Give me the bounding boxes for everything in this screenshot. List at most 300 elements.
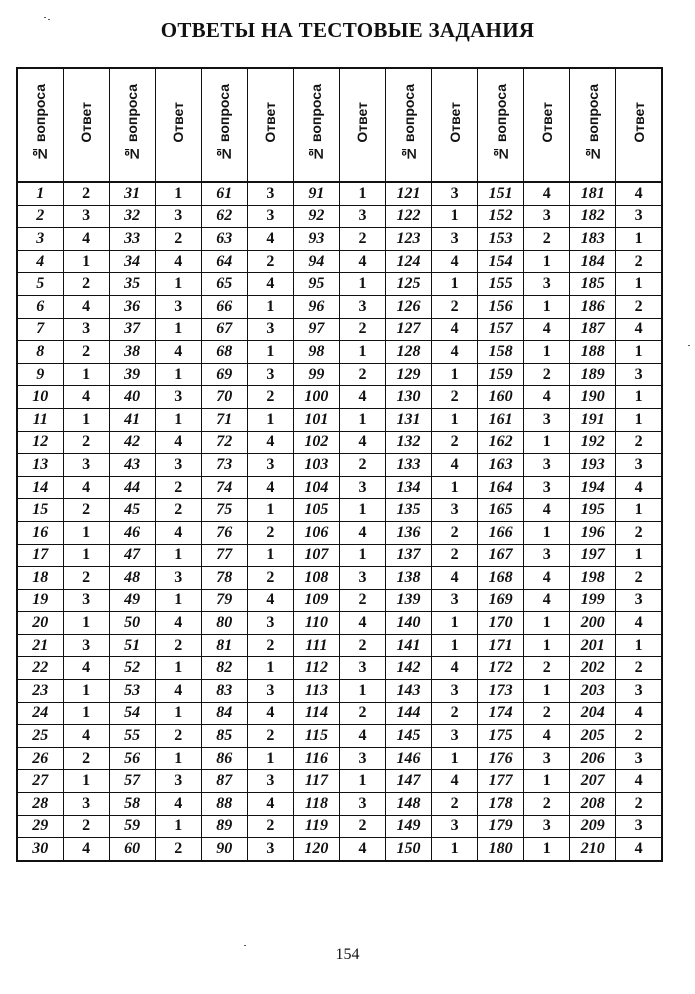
column-header-label: № вопроса: [400, 83, 417, 162]
question-number-cell: 87: [201, 770, 247, 793]
answer-cell: 4: [616, 318, 662, 341]
question-number-cell: 30: [17, 838, 63, 861]
answer-cell: 1: [524, 634, 570, 657]
question-number-cell: 164: [478, 476, 524, 499]
table-row: [17, 702, 662, 725]
question-number-cell: 55: [109, 725, 155, 748]
question-number-cell: 196: [570, 521, 616, 544]
column-header-answer: [339, 68, 385, 182]
question-number-cell: 22: [17, 657, 63, 680]
answer-cell: 2: [616, 431, 662, 454]
question-number-cell: 13: [17, 454, 63, 477]
column-header-label: № вопроса: [32, 83, 49, 162]
question-number-cell: 112: [293, 657, 339, 680]
question-number-cell: 204: [570, 702, 616, 725]
question-number-cell: 25: [17, 725, 63, 748]
question-number-cell: 60: [109, 838, 155, 861]
question-number-cell: 29: [17, 815, 63, 838]
column-header-label: Ответ: [354, 102, 371, 143]
question-number-cell: 207: [570, 770, 616, 793]
question-number-cell: 197: [570, 544, 616, 567]
answer-cell: 4: [63, 838, 109, 861]
question-number-cell: 142: [386, 657, 432, 680]
answer-cell: 1: [339, 680, 385, 703]
question-number-cell: 21: [17, 634, 63, 657]
answer-cell: 3: [247, 318, 293, 341]
answer-cell: 3: [432, 182, 478, 205]
answer-cell: 4: [155, 612, 201, 635]
answer-cell: 4: [339, 838, 385, 861]
answer-cell: 4: [63, 295, 109, 318]
answer-cell: 3: [616, 454, 662, 477]
question-number-cell: 81: [201, 634, 247, 657]
answer-cell: 1: [155, 273, 201, 296]
question-number-cell: 52: [109, 657, 155, 680]
answer-cell: 3: [155, 205, 201, 228]
answer-cell: 3: [247, 838, 293, 861]
question-number-cell: 193: [570, 454, 616, 477]
answer-cell: 4: [247, 431, 293, 454]
table-row: [17, 476, 662, 499]
table-row: [17, 793, 662, 816]
question-number-cell: 45: [109, 499, 155, 522]
answer-cell: 3: [432, 589, 478, 612]
question-number-cell: 102: [293, 431, 339, 454]
table-row: [17, 680, 662, 703]
answer-cell: 4: [339, 386, 385, 409]
question-number-cell: 64: [201, 250, 247, 273]
question-number-cell: 108: [293, 567, 339, 590]
question-number-cell: 117: [293, 770, 339, 793]
question-number-cell: 141: [386, 634, 432, 657]
question-number-cell: 183: [570, 228, 616, 251]
answer-cell: 1: [247, 544, 293, 567]
answer-cell: 1: [616, 634, 662, 657]
answer-cell: 3: [524, 408, 570, 431]
question-number-cell: 78: [201, 567, 247, 590]
question-number-cell: 178: [478, 793, 524, 816]
answer-cell: 4: [339, 612, 385, 635]
answer-cell: 2: [432, 793, 478, 816]
question-number-cell: 144: [386, 702, 432, 725]
answer-cell: 4: [524, 318, 570, 341]
question-number-cell: 168: [478, 567, 524, 590]
answer-cell: 1: [524, 838, 570, 861]
answer-cell: 3: [155, 454, 201, 477]
answer-cell: 3: [63, 205, 109, 228]
answer-cell: 3: [524, 454, 570, 477]
answer-cell: 3: [616, 747, 662, 770]
answer-cell: 4: [339, 250, 385, 273]
question-number-cell: 133: [386, 454, 432, 477]
answer-cell: 3: [616, 205, 662, 228]
table-row: [17, 431, 662, 454]
answer-cell: 2: [432, 431, 478, 454]
answer-cell: 2: [339, 815, 385, 838]
answer-cell: 1: [155, 815, 201, 838]
answer-cell: 3: [524, 476, 570, 499]
answer-cell: 1: [247, 657, 293, 680]
answer-cell: 2: [63, 499, 109, 522]
question-number-cell: 38: [109, 341, 155, 364]
question-number-cell: 17: [17, 544, 63, 567]
question-number-cell: 177: [478, 770, 524, 793]
answer-cell: 1: [432, 408, 478, 431]
table-row: [17, 182, 662, 205]
answer-cell: 4: [616, 476, 662, 499]
answer-cell: 1: [63, 612, 109, 635]
question-number-cell: 184: [570, 250, 616, 273]
table-row: [17, 567, 662, 590]
question-number-cell: 4: [17, 250, 63, 273]
answer-cell: 2: [63, 341, 109, 364]
answer-cell: 1: [339, 341, 385, 364]
question-number-cell: 138: [386, 567, 432, 590]
question-number-cell: 147: [386, 770, 432, 793]
answer-cell: 2: [63, 567, 109, 590]
answer-cell: 4: [63, 476, 109, 499]
answer-cell: 2: [432, 702, 478, 725]
question-number-cell: 23: [17, 680, 63, 703]
answer-cell: 1: [155, 747, 201, 770]
question-number-cell: 53: [109, 680, 155, 703]
question-number-cell: 139: [386, 589, 432, 612]
question-number-cell: 173: [478, 680, 524, 703]
question-number-cell: 158: [478, 341, 524, 364]
question-number-cell: 152: [478, 205, 524, 228]
question-number-cell: 92: [293, 205, 339, 228]
answer-cell: 2: [524, 702, 570, 725]
answer-cell: 4: [432, 318, 478, 341]
answer-cell: 3: [339, 747, 385, 770]
answer-cell: 4: [432, 454, 478, 477]
header-row: [17, 68, 662, 182]
answer-cell: 1: [63, 702, 109, 725]
column-header-answer: [63, 68, 109, 182]
answer-cell: 3: [155, 386, 201, 409]
question-number-cell: 166: [478, 521, 524, 544]
question-number-cell: 203: [570, 680, 616, 703]
question-number-cell: 176: [478, 747, 524, 770]
answer-cell: 2: [155, 634, 201, 657]
answer-cell: 4: [524, 725, 570, 748]
question-number-cell: 106: [293, 521, 339, 544]
answer-cell: 1: [63, 250, 109, 273]
question-number-cell: 155: [478, 273, 524, 296]
question-number-cell: 190: [570, 386, 616, 409]
answer-cell: 1: [616, 408, 662, 431]
question-number-cell: 71: [201, 408, 247, 431]
table-row: [17, 205, 662, 228]
answer-cell: 1: [339, 273, 385, 296]
answer-cell: 3: [616, 680, 662, 703]
question-number-cell: 44: [109, 476, 155, 499]
column-header-label: Ответ: [630, 102, 647, 143]
answer-cell: 1: [339, 544, 385, 567]
table-row: [17, 295, 662, 318]
answer-cell: 2: [432, 544, 478, 567]
answer-cell: 2: [524, 793, 570, 816]
question-number-cell: 97: [293, 318, 339, 341]
column-header-question-number: [570, 68, 616, 182]
answer-cell: 4: [432, 250, 478, 273]
answers-table-header: [17, 68, 662, 182]
question-number-cell: 201: [570, 634, 616, 657]
question-number-cell: 58: [109, 793, 155, 816]
answer-cell: 2: [155, 725, 201, 748]
question-number-cell: 77: [201, 544, 247, 567]
table-row: [17, 363, 662, 386]
answer-cell: 1: [63, 770, 109, 793]
question-number-cell: 107: [293, 544, 339, 567]
answer-cell: 2: [63, 747, 109, 770]
answer-cell: 3: [524, 273, 570, 296]
question-number-cell: 169: [478, 589, 524, 612]
table-row: [17, 770, 662, 793]
answer-cell: 1: [432, 612, 478, 635]
answer-cell: 2: [247, 725, 293, 748]
question-number-cell: 40: [109, 386, 155, 409]
question-number-cell: 202: [570, 657, 616, 680]
question-number-cell: 111: [293, 634, 339, 657]
answer-cell: 2: [155, 476, 201, 499]
question-number-cell: 84: [201, 702, 247, 725]
table-row: [17, 815, 662, 838]
answer-cell: 1: [247, 341, 293, 364]
answer-cell: 4: [524, 567, 570, 590]
answer-cell: 1: [63, 363, 109, 386]
table-row: [17, 521, 662, 544]
answer-cell: 4: [432, 770, 478, 793]
question-number-cell: 20: [17, 612, 63, 635]
answer-cell: 2: [616, 725, 662, 748]
table-row: [17, 725, 662, 748]
question-number-cell: 153: [478, 228, 524, 251]
question-number-cell: 43: [109, 454, 155, 477]
question-number-cell: 51: [109, 634, 155, 657]
answer-cell: 1: [155, 544, 201, 567]
question-number-cell: 195: [570, 499, 616, 522]
answer-cell: 3: [339, 657, 385, 680]
answer-cell: 1: [339, 770, 385, 793]
question-number-cell: 14: [17, 476, 63, 499]
answer-cell: 1: [155, 318, 201, 341]
question-number-cell: 57: [109, 770, 155, 793]
answer-cell: 2: [432, 295, 478, 318]
question-number-cell: 206: [570, 747, 616, 770]
question-number-cell: 10: [17, 386, 63, 409]
answers-table: [16, 67, 663, 862]
question-number-cell: 103: [293, 454, 339, 477]
answer-cell: 3: [247, 363, 293, 386]
answer-cell: 1: [524, 680, 570, 703]
answer-cell: 3: [63, 318, 109, 341]
question-number-cell: 120: [293, 838, 339, 861]
answer-cell: 3: [524, 815, 570, 838]
question-number-cell: 114: [293, 702, 339, 725]
column-header-label: № вопроса: [216, 83, 233, 162]
answer-cell: 3: [524, 544, 570, 567]
question-number-cell: 83: [201, 680, 247, 703]
answer-cell: 2: [524, 228, 570, 251]
question-number-cell: 157: [478, 318, 524, 341]
answer-cell: 4: [524, 182, 570, 205]
page-title: ОТВЕТЫ НА ТЕСТОВЫЕ ЗАДАНИЯ: [160, 18, 535, 42]
question-number-cell: 2: [17, 205, 63, 228]
question-number-cell: 86: [201, 747, 247, 770]
question-number-cell: 126: [386, 295, 432, 318]
answer-cell: 3: [155, 770, 201, 793]
answer-cell: 3: [63, 634, 109, 657]
question-number-cell: 69: [201, 363, 247, 386]
question-number-cell: 162: [478, 431, 524, 454]
answer-cell: 3: [432, 680, 478, 703]
question-number-cell: 59: [109, 815, 155, 838]
question-number-cell: 199: [570, 589, 616, 612]
question-number-cell: 123: [386, 228, 432, 251]
answer-cell: 2: [155, 228, 201, 251]
question-number-cell: 50: [109, 612, 155, 635]
answer-cell: 2: [616, 567, 662, 590]
table-row: [17, 544, 662, 567]
table-row: [17, 228, 662, 251]
answer-cell: 4: [247, 589, 293, 612]
table-row: [17, 657, 662, 680]
answer-cell: 1: [339, 499, 385, 522]
question-number-cell: 105: [293, 499, 339, 522]
answer-cell: 4: [339, 521, 385, 544]
answer-cell: 3: [247, 680, 293, 703]
column-header-label: Ответ: [446, 102, 463, 143]
question-number-cell: 66: [201, 295, 247, 318]
question-number-cell: 32: [109, 205, 155, 228]
column-header-label: № вопроса: [492, 83, 509, 162]
question-number-cell: 1: [17, 182, 63, 205]
question-number-cell: 189: [570, 363, 616, 386]
question-number-cell: 31: [109, 182, 155, 205]
question-number-cell: 12: [17, 431, 63, 454]
answer-cell: 3: [63, 589, 109, 612]
answer-cell: 3: [432, 228, 478, 251]
answer-cell: 1: [616, 386, 662, 409]
question-number-cell: 121: [386, 182, 432, 205]
answer-cell: 2: [63, 431, 109, 454]
answer-cell: 3: [339, 567, 385, 590]
answer-cell: 4: [616, 182, 662, 205]
answer-cell: 2: [616, 250, 662, 273]
column-header-question-number: [293, 68, 339, 182]
answer-cell: 2: [339, 454, 385, 477]
answer-cell: 4: [339, 725, 385, 748]
question-number-cell: 165: [478, 499, 524, 522]
answer-cell: 1: [247, 408, 293, 431]
question-number-cell: 174: [478, 702, 524, 725]
question-number-cell: 118: [293, 793, 339, 816]
question-number-cell: 27: [17, 770, 63, 793]
table-row: [17, 838, 662, 861]
answer-cell: 3: [432, 815, 478, 838]
question-number-cell: 151: [478, 182, 524, 205]
answer-cell: 3: [616, 589, 662, 612]
table-row: [17, 318, 662, 341]
question-number-cell: 54: [109, 702, 155, 725]
question-number-cell: 135: [386, 499, 432, 522]
question-number-cell: 61: [201, 182, 247, 205]
column-header-label: Ответ: [170, 102, 187, 143]
question-number-cell: 182: [570, 205, 616, 228]
answer-cell: 1: [155, 408, 201, 431]
answer-cell: 3: [432, 499, 478, 522]
question-number-cell: 8: [17, 341, 63, 364]
question-number-cell: 187: [570, 318, 616, 341]
question-number-cell: 129: [386, 363, 432, 386]
question-number-cell: 159: [478, 363, 524, 386]
answer-cell: 4: [155, 341, 201, 364]
answer-cell: 1: [432, 476, 478, 499]
question-number-cell: 37: [109, 318, 155, 341]
column-header-answer: [524, 68, 570, 182]
answer-cell: 4: [155, 431, 201, 454]
answer-cell: 3: [432, 725, 478, 748]
answer-cell: 3: [339, 793, 385, 816]
column-header-question-number: [478, 68, 524, 182]
answer-cell: 4: [247, 228, 293, 251]
answer-cell: 1: [616, 499, 662, 522]
question-number-cell: 62: [201, 205, 247, 228]
answer-cell: 4: [616, 702, 662, 725]
answer-cell: 1: [616, 544, 662, 567]
question-number-cell: 125: [386, 273, 432, 296]
answer-cell: 1: [524, 612, 570, 635]
answer-cell: 2: [339, 363, 385, 386]
column-header-label: № вопроса: [308, 83, 325, 162]
question-number-cell: 28: [17, 793, 63, 816]
question-number-cell: 49: [109, 589, 155, 612]
answer-cell: 4: [524, 386, 570, 409]
question-number-cell: 80: [201, 612, 247, 635]
question-number-cell: 161: [478, 408, 524, 431]
question-number-cell: 132: [386, 431, 432, 454]
answer-cell: 3: [63, 793, 109, 816]
question-number-cell: 179: [478, 815, 524, 838]
question-number-cell: 47: [109, 544, 155, 567]
question-number-cell: 39: [109, 363, 155, 386]
answer-cell: 3: [247, 205, 293, 228]
answer-cell: 1: [432, 363, 478, 386]
answer-cell: 2: [339, 634, 385, 657]
question-number-cell: 33: [109, 228, 155, 251]
answer-cell: 1: [155, 182, 201, 205]
question-number-cell: 68: [201, 341, 247, 364]
table-row: [17, 634, 662, 657]
answer-cell: 2: [247, 567, 293, 590]
answer-cell: 2: [63, 182, 109, 205]
answer-cell: 3: [247, 770, 293, 793]
answer-cell: 3: [616, 815, 662, 838]
question-number-cell: 24: [17, 702, 63, 725]
question-number-cell: 9: [17, 363, 63, 386]
question-number-cell: 5: [17, 273, 63, 296]
table-row: [17, 612, 662, 635]
answer-cell: 4: [155, 250, 201, 273]
question-number-cell: 101: [293, 408, 339, 431]
answer-cell: 4: [63, 386, 109, 409]
question-number-cell: 130: [386, 386, 432, 409]
answer-cell: 1: [432, 634, 478, 657]
answer-cell: 4: [432, 567, 478, 590]
answer-cell: 3: [155, 567, 201, 590]
question-number-cell: 194: [570, 476, 616, 499]
